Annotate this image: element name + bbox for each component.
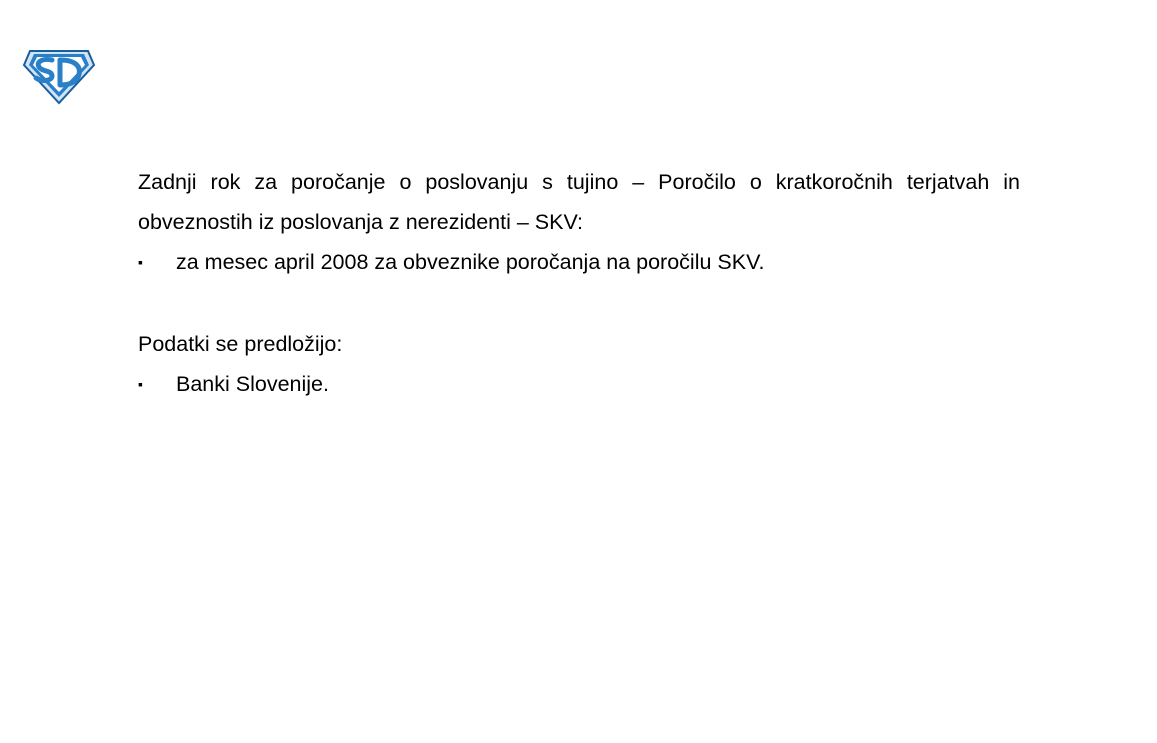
submission-bullet-list xyxy=(138,364,1020,406)
list-item xyxy=(138,242,1020,284)
deadline-paragraph: Zadnji rok za poročanje o poslovanju s tujino – Poročilo o kratkoročnih terjatvah in obveznostih iz poslovanja z nerezidenti – SKV: xyxy=(138,170,1020,234)
submission-paragraph: Podatki se predložijo: xyxy=(138,332,343,356)
square-bullet-icon: ▪ xyxy=(138,254,143,270)
list-item xyxy=(138,364,1020,406)
document-body xyxy=(138,162,1020,406)
deadline-bullet-list xyxy=(138,242,1020,284)
sd-logo xyxy=(22,47,96,105)
bullet-text: Banki Slovenije. xyxy=(176,372,329,396)
spacer xyxy=(138,284,1020,324)
sd-shield-logo-icon xyxy=(22,47,96,105)
square-bullet-icon: ▪ xyxy=(138,376,143,392)
bullet-text: za mesec april 2008 za obveznike poročanja na poročilu SKV. xyxy=(176,250,765,274)
